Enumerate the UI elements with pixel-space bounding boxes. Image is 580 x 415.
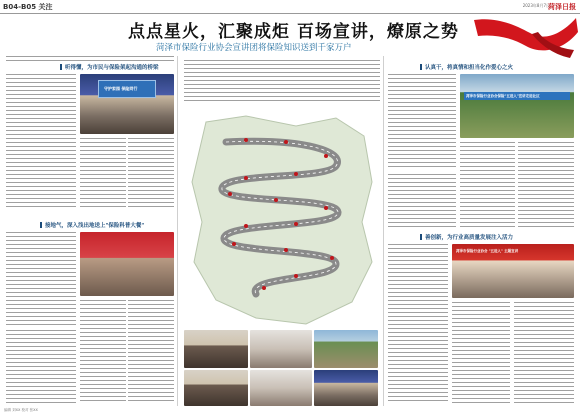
heze-map-illustration xyxy=(186,112,378,330)
stage-screen-caption: 守护家园 保险同行 xyxy=(104,86,138,91)
masthead-logo: 菏泽日报 xyxy=(548,2,576,11)
section-title-left-mid: 接地气，深入浅出地送上"保险科普大餐" xyxy=(40,220,144,230)
subhead: 菏泽市保险行业协会宣讲团将保险知识送到千家万户 xyxy=(156,43,352,53)
stage-photo-2 xyxy=(314,370,378,406)
left-top-text-block-1 xyxy=(6,74,76,138)
center-intro-text xyxy=(184,60,380,104)
left-mid-text-block-3 xyxy=(128,300,174,404)
right-top-text-block-3 xyxy=(518,142,574,228)
classroom-photo-2 xyxy=(250,330,312,368)
community-photo xyxy=(460,74,574,138)
column-divider-left xyxy=(177,56,178,406)
right-mid-text-block-1 xyxy=(388,244,448,404)
column-divider-right xyxy=(383,56,384,406)
classroom-photo-1 xyxy=(184,330,248,368)
right-top-text-block-4 xyxy=(388,174,456,228)
right-mid-text-block-3 xyxy=(514,302,574,404)
left-top-text-block-3 xyxy=(80,138,126,210)
left-top-text-block-4 xyxy=(128,138,174,210)
left-top-text-block-2 xyxy=(6,138,76,210)
right-top-text-block-2 xyxy=(460,142,515,228)
date-label: 2023年8月7日 xyxy=(522,3,550,8)
section-title-right-top: 认真干，将真情和担当化作爱心之火 xyxy=(420,62,513,72)
left-mid-text-block-2 xyxy=(80,300,126,404)
left-mid-text-block-1 xyxy=(6,232,76,326)
community-banner-caption: 菏泽市保险行业协会保险"五进入"宣讲走进社区 xyxy=(466,94,540,98)
section-title-right-mid: 善创新，为行业高质量发展注入活力 xyxy=(420,232,513,242)
outdoor-photo-center xyxy=(314,330,378,368)
footer-editor-credit: 编辑 刘XX 校对 张XX xyxy=(4,408,38,412)
page-label: B04-B05 关注 xyxy=(3,3,53,11)
top-bar xyxy=(0,0,580,14)
right-mid-banner-caption: 菏泽市保险行业协会 "五进入" 主题宣讲 xyxy=(456,249,519,253)
banner-event-photo xyxy=(452,244,574,298)
classroom-photo-3 xyxy=(184,370,248,406)
stage-photo xyxy=(80,74,174,134)
right-top-text-block-1 xyxy=(388,74,456,170)
right-mid-text-block-2 xyxy=(452,302,510,404)
red-ribbon-decoration xyxy=(470,14,580,62)
left-mid-text-block-4 xyxy=(6,330,76,404)
headline: 点点星火，汇聚成炬 百场宣讲，燎原之势 xyxy=(128,22,459,42)
classroom-photo-4 xyxy=(250,370,312,406)
seminar-photo-red xyxy=(80,232,174,296)
section-title-left-top: 听得懂，为市民与保险架起沟通的桥梁 xyxy=(60,62,159,72)
